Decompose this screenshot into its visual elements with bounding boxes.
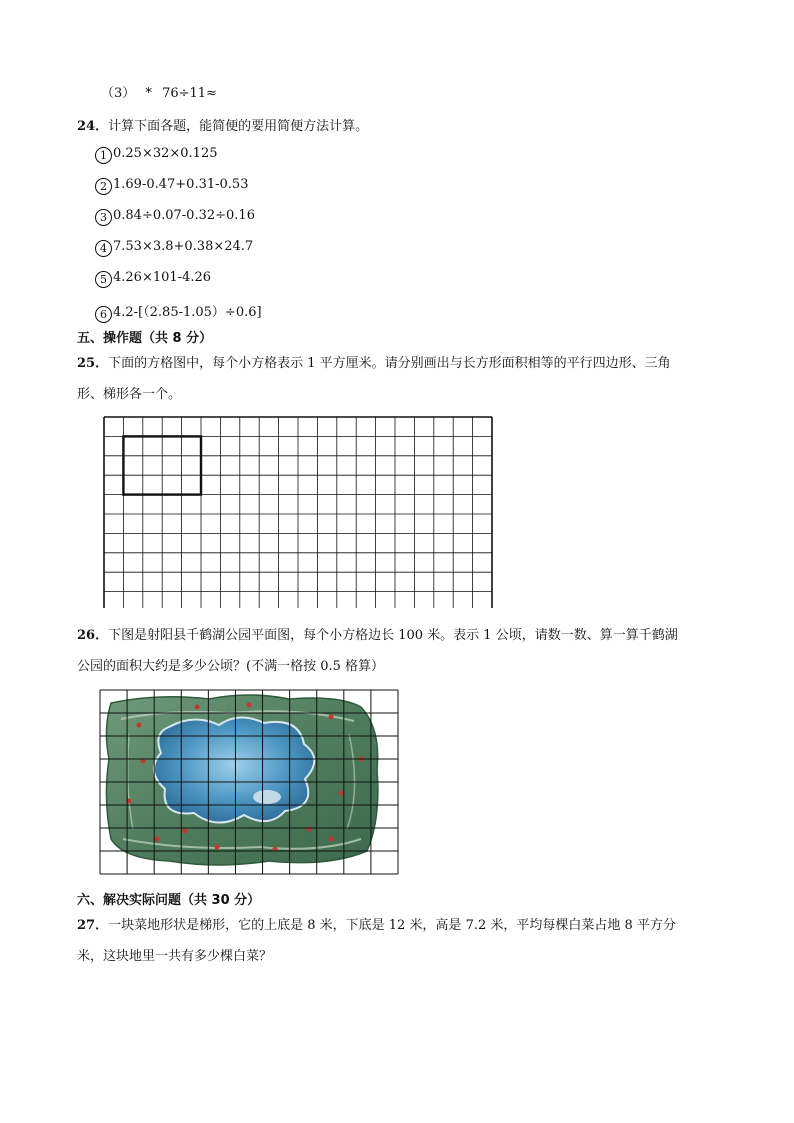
- q24-item-expr: 0.25×32×0.125: [113, 146, 218, 161]
- q23-part3-mark: *: [145, 86, 152, 101]
- q25-text-1: 下面的方格图中，每个小方格表示 1 平方厘米。请分别画出与长方形面积相等的平行四边形、三角: [108, 356, 671, 371]
- section-6-title: 六、解决实际问题（共 30 分）: [77, 893, 261, 908]
- q26-prompt-line1: [77, 624, 678, 643]
- q27-text-1: 一块菜地形状是梯形，它的上底是 8 米，下底是 12 米，高是 7.2 米，平均每棵白菜占地 8 平方分: [108, 918, 676, 933]
- circled-number: 4: [95, 240, 112, 257]
- q27-prompt-line1: [77, 914, 676, 933]
- circled-number: 2: [95, 178, 112, 195]
- q26-text-2: 公园的面积大约是多少公顷？(不满一格按 0.5 格算）: [77, 659, 385, 674]
- q24-item-5: [95, 270, 211, 288]
- q26-text-1: 下图是射阳县千鹤湖公园平面图，每个小方格边长 100 米。表示 1 公顷，请数一数、算一算千鹤湖: [108, 628, 678, 643]
- q26-number: 26．: [77, 628, 109, 643]
- q24-text: 计算下面各题，能简便的要用简便方法计算。: [108, 119, 369, 134]
- circled-number: 6: [95, 306, 112, 323]
- circled-number: 1: [95, 147, 112, 164]
- q23-part3-expr: 76÷11≈: [162, 86, 217, 101]
- q24-item-expr: 4.26×101-4.26: [113, 270, 211, 285]
- q24-item-1: [95, 146, 218, 164]
- lake-island: [253, 790, 281, 804]
- q24-item-expr: 0.84÷0.07-0.32÷0.16: [113, 208, 255, 223]
- park-map-image: [99, 689, 399, 875]
- q27-text-2: 米，这块地里一共有多少棵白菜？: [77, 949, 273, 964]
- q25-text-2: 形、梯形各一个。: [77, 387, 182, 402]
- square-grid-diagram: [103, 416, 493, 608]
- q24-item-expr: 7.53×3.8+0.38×24.7: [113, 239, 254, 254]
- q24-prompt: [77, 115, 368, 134]
- section-5-title: 五、操作题（共 8 分）: [77, 331, 213, 346]
- q24-item-2: [95, 177, 248, 195]
- q24-item-expr: 4.2-[（2.85-1.05）÷0.6]: [113, 305, 262, 320]
- q24-number: 24．: [77, 119, 109, 134]
- lake: [154, 717, 314, 822]
- q24-item-4: [95, 239, 253, 257]
- q23-part3-label: （3）: [101, 86, 136, 101]
- circled-number: 5: [95, 271, 112, 288]
- q24-item-expr: 1.69-0.47+0.31-0.53: [113, 177, 249, 192]
- q24-item-3: [95, 208, 255, 226]
- q25-number: 25．: [77, 356, 109, 371]
- q23-part3: [101, 82, 217, 101]
- q27-number: 27．: [77, 918, 109, 933]
- circled-number: 3: [95, 209, 112, 226]
- q24-item-6: [95, 301, 262, 323]
- q25-prompt-line1: [77, 352, 671, 371]
